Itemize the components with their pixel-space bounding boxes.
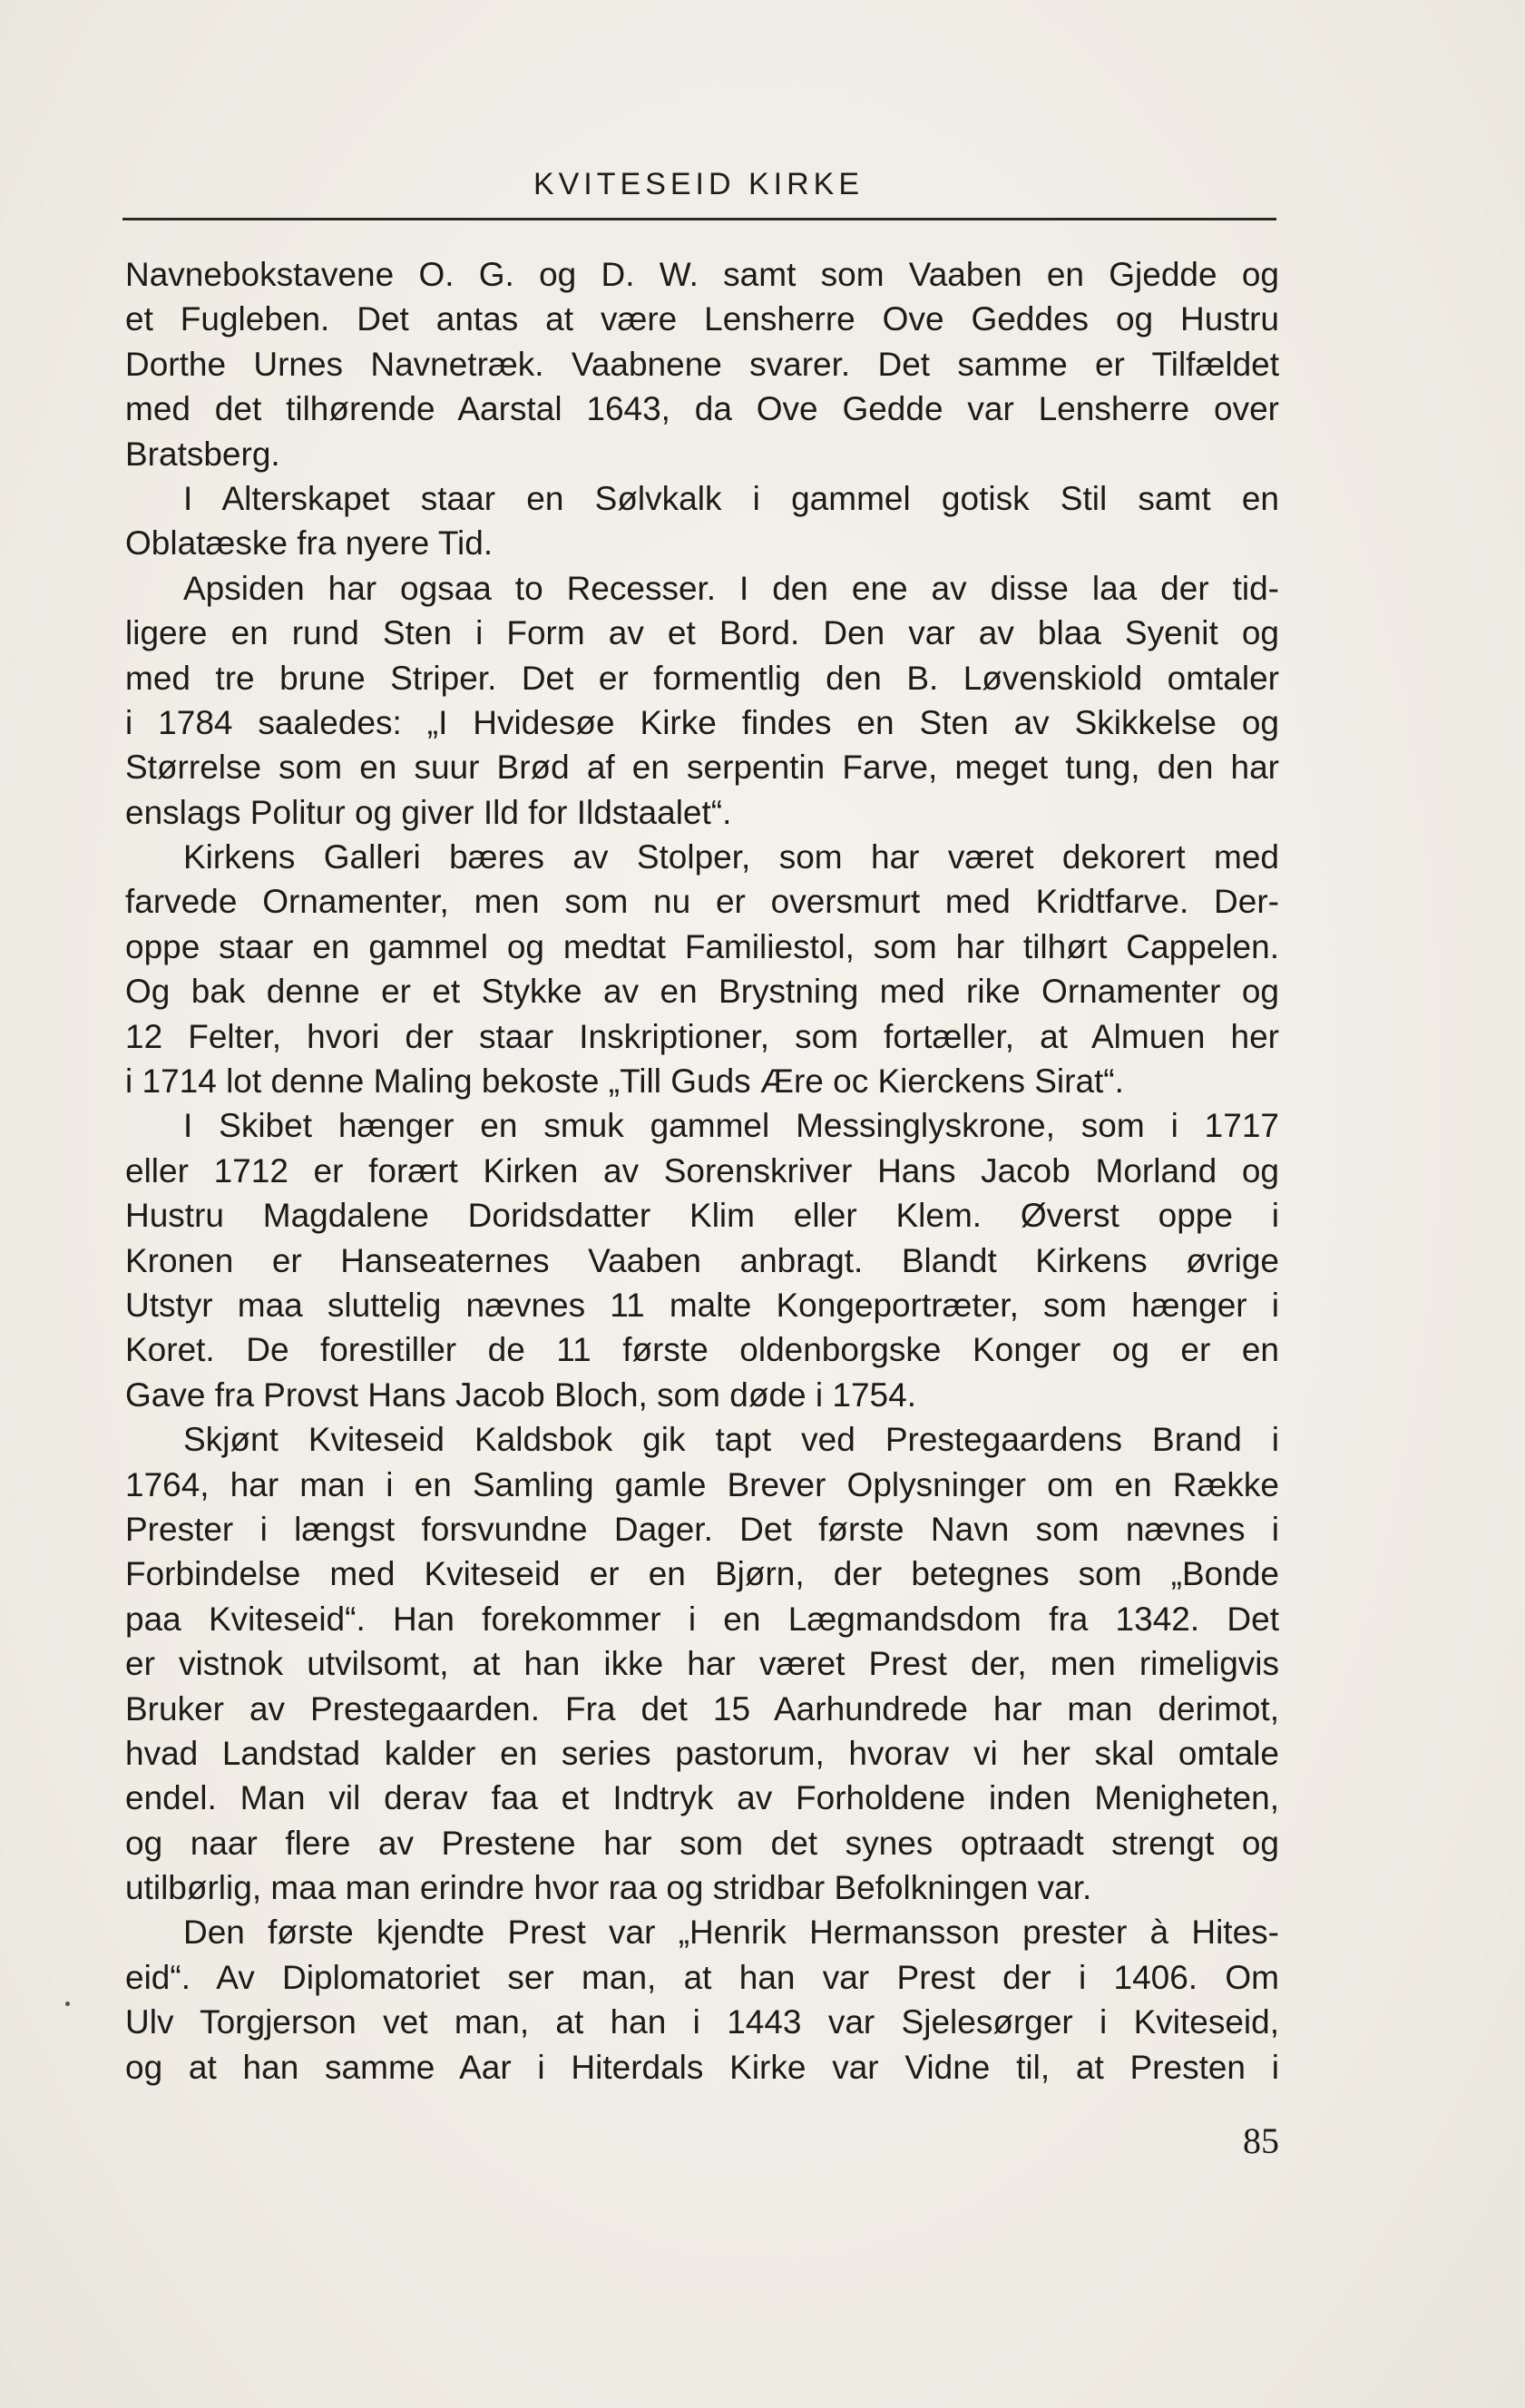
text-line: Koret. De forestiller de 11 første oldenborgske Konger og er en xyxy=(125,1331,1279,1369)
text-line: et Fugleben. Det antas at være Lensherre Ove Geddes og Hustru xyxy=(125,300,1279,338)
text-line: Oblatæske fra nyere Tid. xyxy=(125,524,494,563)
text-line: hvad Landstad kalder en series pastorum, hvorav vi her skal omtale xyxy=(125,1734,1279,1772)
text-line: og naar flere av Prestene har som det synes optraadt strengt og xyxy=(125,1824,1279,1862)
text-line: Utstyr maa sluttelig nævnes 11 malte Kongeportræter, som hænger i xyxy=(125,1286,1279,1324)
text-line: Kronen er Hanseaternes Vaaben anbragt. Blandt Kirkens øvrige xyxy=(125,1241,1279,1279)
text-line: Bratsberg. xyxy=(125,435,280,473)
text-line: og at han samme Aar i Hiterdals Kirke var Vidne til, at Presten i xyxy=(125,2048,1279,2086)
text-line: endel. Man vil derav faa et Indtryk av Forholdene inden Menigheten, xyxy=(125,1779,1279,1817)
text-line: eid“. Av Diplomatoriet ser man, at han var Prest der i 1406. Om xyxy=(125,1958,1279,1996)
text-line: Den første kjendte Prest var „Henrik Hermansson prester à Hites- xyxy=(183,1914,1279,1952)
page-number: 85 xyxy=(1243,2120,1279,2161)
header-rule xyxy=(122,218,1276,220)
text-line: Bruker av Prestegaarden. Fra det 15 Aarhundrede har man derimot, xyxy=(125,1689,1279,1728)
text-line: I Skibet hænger en smuk gammel Messinglyskrone, som i 1717 xyxy=(183,1107,1279,1145)
text-line: I Alterskapet staar en Sølvkalk i gammel gotisk Stil samt en xyxy=(183,479,1279,517)
text-line: Kirkens Galleri bæres av Stolper, som har været dekorert med xyxy=(183,838,1279,876)
text-line: Ulv Torgjerson vet man, at han i 1443 var Sjelesørger i Kviteseid, xyxy=(125,2003,1279,2041)
text-line: er vistnok utvilsomt, at han ikke har været Prest der, men rimeligvis xyxy=(125,1645,1279,1683)
text-line: Prester i længst forsvundne Dager. Det første Navn som nævnes i xyxy=(125,1510,1279,1548)
text-line: paa Kviteseid“. Han forekommer i en Lægmandsdom fra 1342. Det xyxy=(125,1600,1279,1638)
text-line: Forbindelse med Kviteseid er en Bjørn, der betegnes som „Bonde xyxy=(125,1555,1279,1593)
text-line: oppe staar en gammel og medtat Familiestol, som har tilhørt Cappelen. xyxy=(125,927,1279,965)
text-line: med det tilhørende Aarstal 1643, da Ove Gedde var Lensherre over xyxy=(125,390,1279,428)
text-line: med tre brune Striper. Det er formentlig den B. Løvenskiold omtaler xyxy=(125,659,1279,697)
running-head: KVITESEID KIRKE xyxy=(533,167,865,201)
text-line: 12 Felter, hvori der staar Inskriptioner, som fortæller, at Almuen her xyxy=(125,1017,1279,1055)
text-line: eller 1712 er forært Kirken av Sorenskriver Hans Jacob Morland og xyxy=(125,1151,1279,1189)
text-line: Dorthe Urnes Navnetræk. Vaabnene svarer. Det samme er Tilfældet xyxy=(125,345,1279,383)
text-line: 1764, har man i en Samling gamle Brever Oplysninger om en Række xyxy=(125,1465,1279,1503)
text-line: Størrelse som en suur Brød af en serpentin Farve, meget tung, den har xyxy=(125,749,1279,787)
text-line: Skjønt Kviteseid Kaldsbok gik tapt ved Prestegaardens Brand i xyxy=(183,1421,1279,1459)
text-line: enslags Politur og giver Ild for Ildstaalet“. xyxy=(125,793,732,831)
text-line: ligere en rund Sten i Form av et Bord. Den var av blaa Syenit og xyxy=(125,614,1279,652)
text-line: utilbørlig, maa man erindre hvor raa og stridbar Befolkningen var. xyxy=(125,1869,1092,1907)
text-line: Apsiden har ogsaa to Recesser. I den ene av disse laa der tid- xyxy=(183,569,1279,607)
body-text xyxy=(125,252,1279,2090)
text-line: Navnebokstavene O. G. og D. W. samt som Vaaben en Gjedde og xyxy=(125,256,1279,293)
text-line: Og bak denne er et Stykke av en Brystning med rike Ornamenter og xyxy=(125,973,1279,1011)
paper-speck xyxy=(65,2002,70,2006)
text-line: i 1714 lot denne Maling bekoste „Till Guds Ære oc Kierckens Sirat“. xyxy=(125,1062,1124,1101)
text-line: i 1784 saaledes: „I Hvidesøe Kirke findes en Sten av Skikkelse og xyxy=(125,703,1279,741)
text-line: Gave fra Provst Hans Jacob Bloch, som døde i 1754. xyxy=(125,1375,916,1414)
text-line: farvede Ornamenter, men som nu er oversmurt med Kridtfarve. Der- xyxy=(125,883,1279,921)
text-line: Hustru Magdalene Doridsdatter Klim eller Klem. Øverst oppe i xyxy=(125,1197,1279,1235)
